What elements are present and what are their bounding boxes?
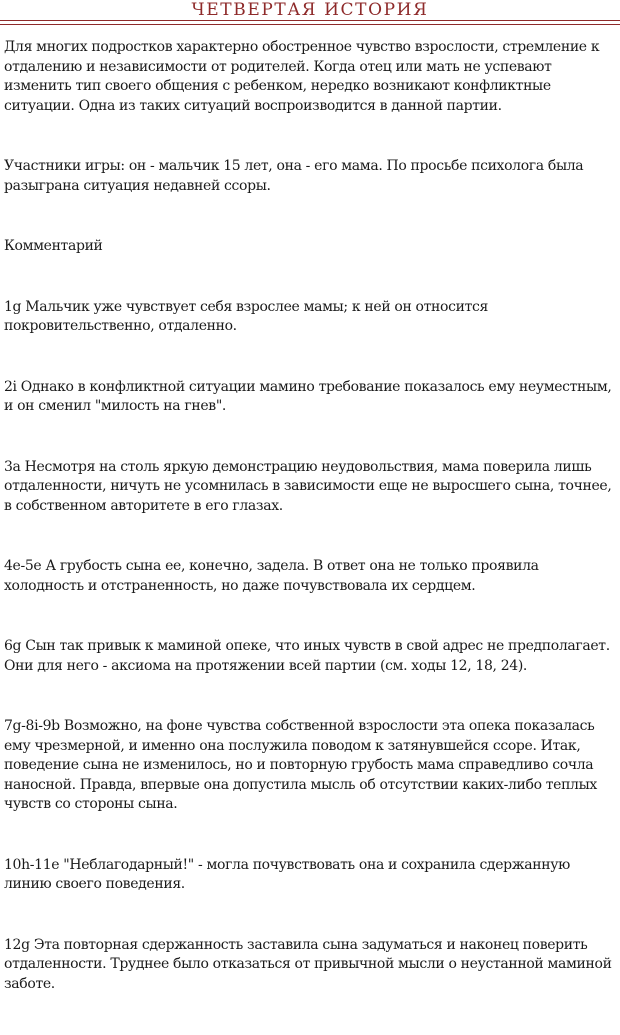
paragraph-move-4-5: 4e-5e А грубость сына ее, конечно, задела. В ответ она не только проявила холодность и отстраненность, но даже почувствовала их сердцем. xyxy=(4,558,539,594)
document-body xyxy=(4,38,616,1035)
paragraph-move-1: 1g Мальчик уже чувствует себя взрослее мамы; к ней он относится покровительственно, отдаленно. xyxy=(4,298,488,334)
page-header xyxy=(0,0,620,26)
paragraph-move-7-9: 7g-8i-9b Возможно, на фоне чувства собственной взрослости эта опека показалась ему чрезмерной, и именно она послужила поводом к затянувшейся ссоре. Итак, поведение сына не изменилось, но и повторную грубость мама справедливо сочла наносной. Правда, впервые она допустила мысль об отсутствии каких-либо теплых чувств со стороны сына. xyxy=(4,718,597,812)
paragraph-participants: Участники игры: он - мальчик 15 лет, она - его мама. По просьбе психолога была разыграна ситуация недавней ссоры. xyxy=(4,158,584,194)
chapter-title: ЧЕТВЕРТАЯ ИСТОРИЯ xyxy=(191,0,429,20)
header-rule-top xyxy=(0,20,620,21)
section-heading-commentary: Комментарий xyxy=(4,238,103,254)
paragraph-move-12: 12g Эта повторная сдержанность заставила сына задуматься и наконец поверить отдаленности. Труднее было отказаться от привычной мысли о неустанной маминой заботе. xyxy=(4,936,612,992)
paragraph-move-10-11: 10h-11e "Неблагодарный!" - могла почувствовать она и сохранила сдержанную линию своего поведения. xyxy=(4,856,570,892)
paragraph-move-6: 6g Сын так привык к маминой опеке, что иных чувств в свой адрес не предполагает. Они для него - аксиома на протяжении всей партии (см. ходы 12, 18, 24). xyxy=(4,638,610,674)
paragraph-intro: Для многих подростков характерно обостренное чувство взрослости, стремление к отдалению и независимости от родителей. Когда отец или мать не успевают изменить тип своего общения с ребенком, нередко возникают конфликтные ситуации. Одна из таких ситуаций воспроизводится в данной партии. xyxy=(4,39,600,114)
header-rule-bottom xyxy=(0,24,620,25)
paragraph-move-2: 2i Однако в конфликтной ситуации мамино требование показалось ему неуместным, и он сменил "милость на гнев". xyxy=(4,378,612,414)
paragraph-move-3: 3a Несмотря на столь яркую демонстрацию неудовольствия, мама поверила лишь отдаленности, ничуть не усомнилась в зависимости еще не выросшего сына, точнее, в собственном авторитете в его глазах. xyxy=(4,458,612,514)
